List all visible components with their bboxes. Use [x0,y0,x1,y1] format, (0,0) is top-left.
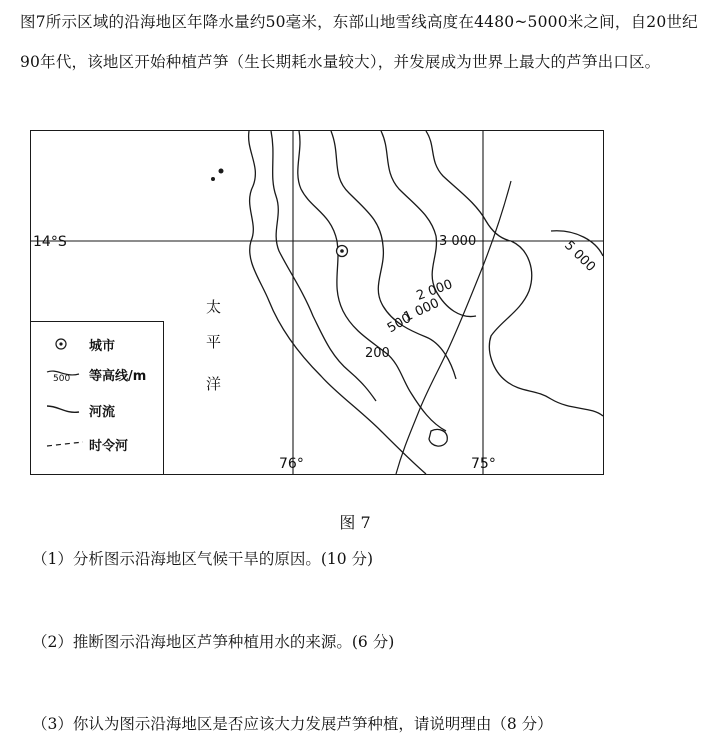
legend-city-label: 城市 [89,338,116,354]
question-2: （2）推断图示沿海地区芦笋种植用水的来源。(6 分) [32,633,395,651]
contour-label-500: 500 [384,310,414,337]
question-3: （3）你认为图示沿海地区是否应该大力发展芦笋种植，请说明理由（8 分） [32,715,553,733]
legend-city [45,334,115,354]
topographic-map [30,130,604,475]
intro-paragraph: 图7所示区域的沿海地区年降水量约50毫米，东部山地雪线高度在4480~5000米之间，自20世纪90年代，该地区开始种植芦笋（生长期耗水量较大），并发展成为世界上最大的芦笋出口区。 [20,13,698,71]
contour-label-5000: 5 000 [561,238,599,275]
island [219,169,224,174]
river [396,181,511,474]
legend-contour [45,364,146,384]
ocean-char: 平 [206,333,222,351]
contour-symbol-icon [45,364,89,384]
contour-label-2000: 2 000 [414,277,455,304]
longitude-label-76: 76° [279,456,304,472]
contour-label-3000: 3 000 [439,234,477,249]
legend-contour-sample: 500 [53,374,71,384]
legend-seasonal-river-label: 时令河 [89,438,129,454]
contour-200 [271,131,376,401]
ocean-char: 洋 [206,375,222,393]
contour-peak [429,429,447,446]
city-marker [337,246,348,257]
city-symbol-icon [45,334,89,354]
contour-3000 [426,131,603,416]
legend-river [45,400,115,420]
legend-river-label: 河流 [89,404,116,420]
contour-label-1000: 1 000 [401,295,442,326]
island [211,177,215,181]
legend-seasonal-river [45,434,128,454]
legend-contour-label: 等高线/m [89,368,147,384]
figure-caption: 图 7 [339,513,371,532]
latitude-label: 14°S [33,234,67,250]
seasonal-river-symbol-icon [45,434,89,454]
longitude-label-75: 75° [471,456,496,472]
question-1: （1）分析图示沿海地区气候干旱的原因。(10 分) [32,550,374,568]
river-symbol-icon [45,400,89,420]
ocean-char: 太 [206,298,222,316]
coastline [249,131,426,474]
contour-label-200: 200 [365,346,390,361]
contour-500 [298,131,446,431]
map-legend [31,321,164,475]
